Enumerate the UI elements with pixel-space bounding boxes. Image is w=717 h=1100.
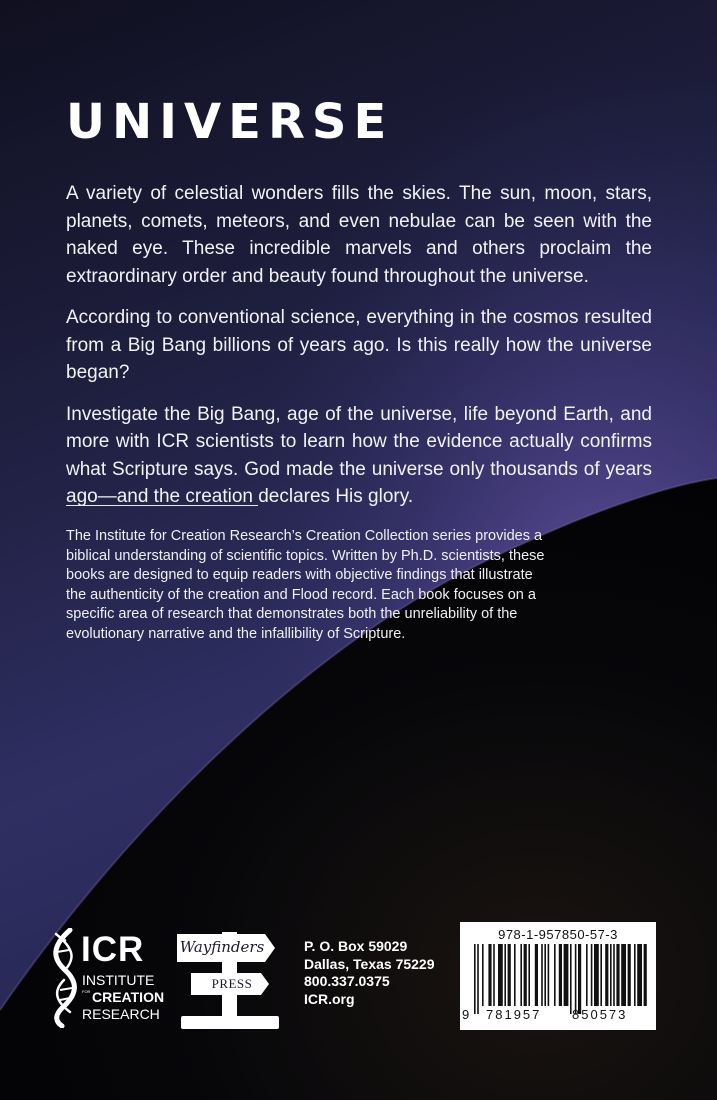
icr-abbreviation: ICR bbox=[81, 930, 145, 969]
blurb-paragraph-2: According to conventional science, everything in the cosmos resulted from a Big Bang billions of years ago. Is this really how the universe began? bbox=[66, 307, 652, 383]
barcode-bar bbox=[544, 944, 546, 1006]
barcode-bar bbox=[628, 944, 631, 1006]
isbn-barcode bbox=[460, 922, 656, 1030]
phone-number: 800.337.0375 bbox=[304, 973, 390, 989]
barcode-digits-right: 850573 bbox=[572, 1007, 628, 1022]
barcode-bar bbox=[498, 944, 503, 1006]
barcode-bar bbox=[600, 944, 602, 1006]
barcode-bar bbox=[488, 944, 491, 1006]
barcode-bar bbox=[578, 944, 581, 1014]
wayfinders-press-logo bbox=[177, 922, 283, 1030]
barcode-bar bbox=[477, 944, 479, 1014]
barcode-bar bbox=[559, 944, 562, 1006]
barcode-bar bbox=[605, 944, 608, 1006]
barcode-bar bbox=[586, 944, 588, 1006]
barcode-bar bbox=[575, 944, 577, 1014]
barcode-bars bbox=[468, 944, 648, 1014]
city-line: Dallas, Texas 75229 bbox=[304, 955, 435, 972]
wayfinders-sign bbox=[177, 934, 275, 962]
icr-name-line-1: INSTITUTE bbox=[82, 972, 155, 988]
barcode-bar bbox=[634, 944, 636, 1006]
barcode-bar bbox=[548, 944, 550, 1006]
dna-helix-icon bbox=[50, 928, 80, 1028]
barcode-digit-first: 9 bbox=[462, 1007, 472, 1022]
blurb-paragraph-1: A variety of celestial wonders fills the skies. The sun, moon, stars, planets, comets, meteors, and even nebulae can be seen with the naked eye. These incredible marvels and others proclaim the extraordinary order and beauty found throughout the universe. bbox=[66, 183, 652, 287]
publisher-address bbox=[304, 938, 435, 1008]
barcode-bar bbox=[482, 944, 484, 1006]
icr-name-line-3: RESEARCH bbox=[82, 1006, 160, 1022]
wayfinders-label: Wayfinders bbox=[179, 938, 265, 956]
icr-name-line-2 bbox=[82, 989, 164, 1005]
barcode-digits-left: 781957 bbox=[486, 1007, 542, 1022]
series-description: The Institute for Creation Research’s Creation Collection series provides a biblical understanding of scientific topics. Written by Ph.D. scientists, these books are designed to equip readers with objective findings that illustrate the authenticity of the creation and Flood record. Each book focuses on a specific area of research that demonstrates both the unreliability of the evolutionary narrative and the infallibility of Scripture. bbox=[66, 528, 545, 642]
isbn-number: 978-1-957850-57-3 bbox=[498, 927, 618, 942]
icr-logo bbox=[50, 928, 170, 1028]
barcode-bar bbox=[594, 944, 599, 1006]
barcode-bar bbox=[474, 944, 476, 1014]
barcode-bar bbox=[610, 944, 612, 1006]
barcode-bar bbox=[554, 944, 556, 1006]
barcode-bar bbox=[616, 944, 619, 1006]
press-sign bbox=[191, 973, 269, 995]
divider-rule bbox=[66, 505, 258, 506]
barcode-bar bbox=[591, 944, 593, 1006]
barcode-bar bbox=[541, 944, 543, 1006]
barcode-bar bbox=[514, 944, 516, 1006]
barcode-bar bbox=[520, 944, 522, 1006]
barcode-bar bbox=[504, 944, 506, 1006]
icr-for: FOR bbox=[82, 989, 91, 994]
blurb bbox=[66, 180, 652, 525]
barcode-bar bbox=[613, 944, 615, 1006]
barcode-bar bbox=[508, 944, 511, 1006]
barcode-bar bbox=[570, 944, 572, 1014]
barcode-bar bbox=[493, 944, 495, 1006]
book-title: UNIVERSE bbox=[66, 94, 394, 150]
barcode-bar bbox=[564, 944, 569, 1006]
website: ICR.org bbox=[304, 990, 355, 1007]
icr-creation: CREATION bbox=[92, 989, 165, 1005]
barcode-bar bbox=[528, 944, 530, 1006]
blurb-paragraph-3: Investigate the Big Bang, age of the universe, life beyond Earth, and more with ICR scientists to learn how the evidence actually confirms what Scripture says. God made the universe only thousands of years ago—and the creation declares His glory. bbox=[66, 403, 652, 507]
barcode-bar bbox=[621, 944, 626, 1006]
press-label: PRESS bbox=[211, 976, 253, 991]
barcode-bar bbox=[535, 944, 538, 1006]
signpost-base bbox=[181, 1016, 279, 1029]
po-box: P. O. Box 59029 bbox=[304, 938, 408, 954]
barcode-bar bbox=[644, 944, 647, 1006]
barcode-bar bbox=[637, 944, 642, 1006]
barcode-bar bbox=[524, 944, 527, 1006]
